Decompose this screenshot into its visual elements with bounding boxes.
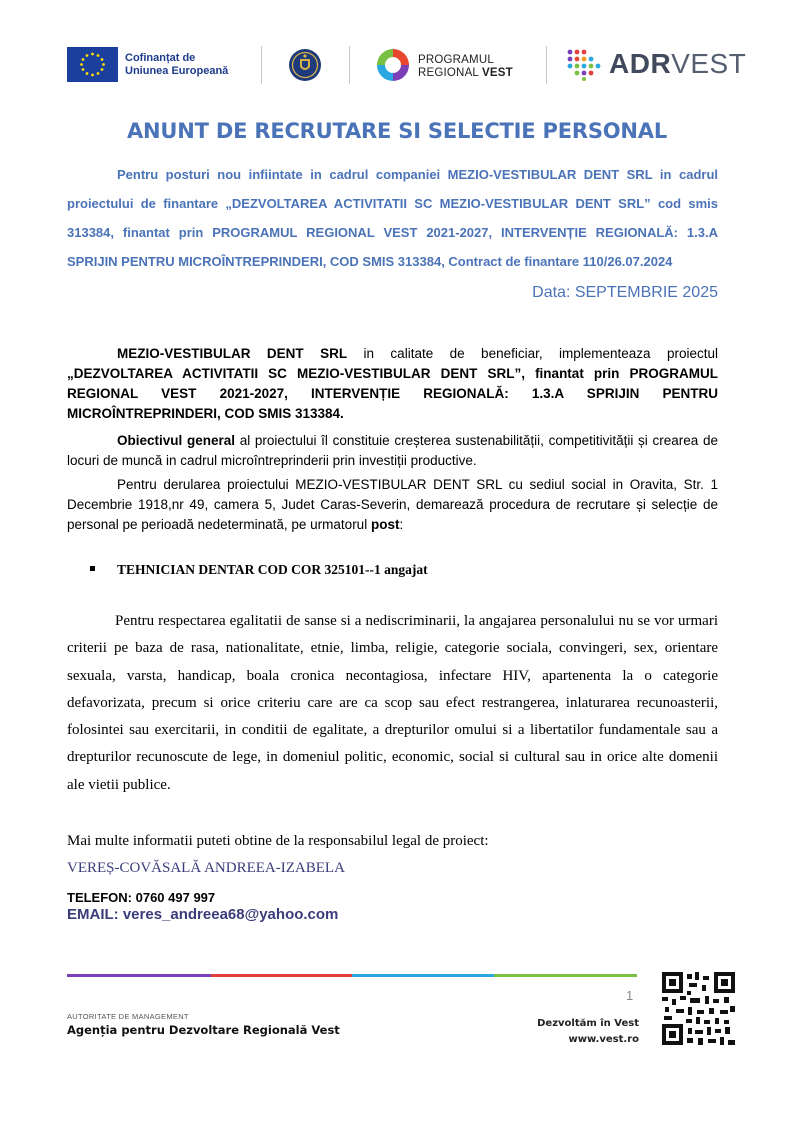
adr-vest-logo-text	[609, 48, 746, 80]
eu-cofinancing-text	[125, 52, 228, 78]
authority-name: Agenția pentru Dezvoltare Regională Vest	[67, 1023, 340, 1037]
announcement-date: Data: SEPTEMBRIE 2025	[532, 284, 718, 301]
header-divider	[261, 46, 262, 84]
footer-slogan-block	[537, 1016, 639, 1048]
intro-paragraph: Pentru posturi nou infiintate in cadrul companiei MEZIO-VESTIBULAR DENT SRL in cadrul proiectului de finantare „DEZVOLTAREA ACTIVITATII SC MEZIO-VESTIBULAR DENT SRL” cod smis 313384, finantat prin PROGRAMUL REGIONAL VEST 2021-2027, INTERVENȚIE REGIONALĂ: 1.3.A SPRIJIN PENTRU MICROÎNTREPRINDERI, COD SMIS 313384, Contract de finantare 110/26.07.2024	[67, 167, 718, 269]
contact-email: EMAIL: veres_andreea68@yahoo.com	[67, 906, 339, 923]
recruitment-text: Pentru derularea proiectului MEZIO-VESTIBULAR DENT SRL cu sediul social in Oravita, Str. 1 Decembrie 1918,nr 49, camera 5, Judet Caras-Severin, demarează procedura de recrutare și selecție de personal pe perioadă nedeterminată, pe urmatorul	[67, 477, 718, 532]
adr-vest-dots-icon	[565, 47, 601, 81]
header-divider	[546, 46, 547, 84]
post-word: post	[370, 517, 400, 532]
header-divider	[349, 46, 350, 84]
project-name: „DEZVOLTAREA ACTIVITATII SC MEZIO-VESTIBULAR DENT SRL”, finantat prin PROGRAMUL REGIONAL VEST 2021-2027, INTERVENȚIE REGIONALĂ: 1.3.A SPRIJIN PENTRU MICROÎNTREPRINDERI, COD SMIS 313384.	[67, 366, 718, 421]
programul-regional-vest-text	[418, 54, 513, 80]
contact-intro: Mai multe informatii puteti obtine de la responsabilul legal de proiect:	[67, 833, 489, 849]
page-number: 1	[626, 988, 634, 1003]
eu-text-line1: Cofinanțat de	[125, 52, 196, 64]
footer-line-red	[211, 974, 352, 977]
post-colon: :	[399, 517, 404, 532]
adr-text-b: VEST	[671, 48, 747, 79]
authority-label: AUTORITATE DE MANAGEMENT	[67, 1012, 189, 1021]
objective-text: al proiectului îl constituie creșterea sustenabilității, competitivității și crearea de locuri de muncă in cadrul microîntreprinderii prin investiții productive.	[67, 433, 718, 468]
footer-line-purple	[67, 974, 211, 977]
eu-flag-icon	[67, 47, 118, 82]
contact-name: VEREȘ-COVĂSALĂ ANDREEA-IZABELA	[67, 860, 345, 876]
list-item	[90, 562, 428, 578]
contact-phone: TELEFON: 0760 497 997	[67, 890, 216, 905]
project-paragraph	[67, 344, 718, 424]
company-name: MEZIO-VESTIBULAR DENT SRL	[117, 346, 348, 361]
bullet-icon	[90, 566, 95, 571]
footer-line-green	[494, 974, 637, 977]
recruitment-paragraph	[67, 475, 718, 535]
footer-slogan: Dezvoltăm în Vest	[537, 1018, 639, 1029]
pr-text-line1: PROGRAMUL	[418, 54, 494, 66]
footer-line-blue	[352, 974, 494, 977]
project-paragraph-mid: in calitate de beneficiar, implementeaza proiectul	[347, 346, 719, 361]
pr-text-line2a: REGIONAL	[418, 67, 482, 79]
programul-regional-vest-logo-icon	[375, 47, 411, 83]
adr-text-a: ADR	[609, 48, 672, 79]
objective-paragraph	[67, 431, 718, 471]
equal-opportunity-paragraph: Pentru respectarea egalitatii de sanse si a nediscriminarii, la angajarea personalului nu se vor urmari criterii pe baza de rasa, nationalitate, etnie, limba, religie, categorie sociala, convingeri, sex, orientare sexuala, varsta, handicap, boala cronica necontagiosa, infectare HIV, apartenenta la o categorie defavorizata, precum si orice criteriu care are ca scop sau efect restrangerea, inlaturarea recunoasterii, folosintei sau exercitarii, in conditii de egalitate, a drepturilor omului si a libertatilor fundamentale sau a drepturilor recunoscute de lege, in domeniul politic, economic, social si cultural sau in orice alte domenii ale vietii publice.	[67, 613, 718, 793]
romania-crest-icon	[287, 46, 323, 84]
objective-lead: Obiectivul general	[117, 433, 235, 448]
footer-website: www.vest.ro	[568, 1034, 639, 1045]
page-title: ANUNT DE RECRUTARE SI SELECTIE PERSONAL	[126, 119, 668, 143]
pr-text-line2b: VEST	[482, 67, 513, 79]
job-position: TEHNICIAN DENTAR COD COR 325101--1 angajat	[117, 562, 428, 577]
eu-text-line2: Uniunea Europeană	[125, 65, 229, 77]
qr-code-icon	[662, 972, 735, 1045]
